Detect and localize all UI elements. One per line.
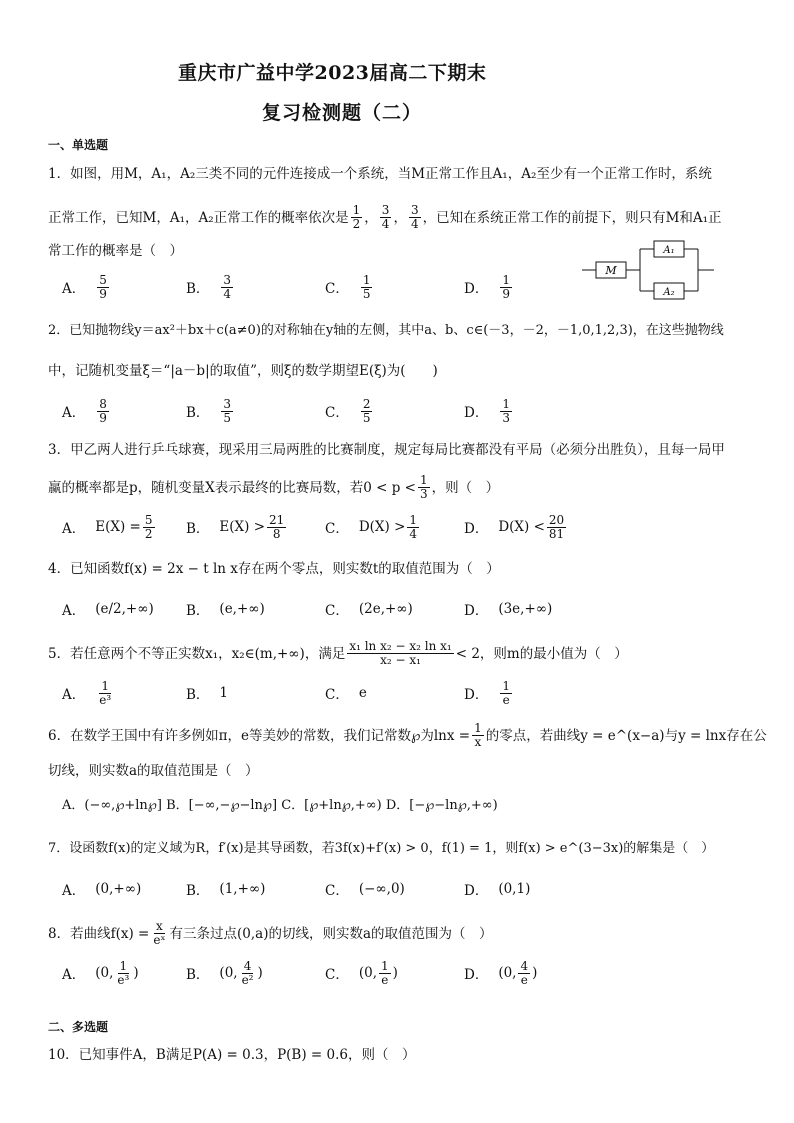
page-title: 重庆市广益中学2023届高二下期末 <box>178 62 487 84</box>
q5-option-d[interactable]: D． $\frac{1}{e}$ <box>464 678 510 707</box>
q1-option-c[interactable]: C． $\frac{1}{5}$ <box>325 272 371 301</box>
q1-line2-text-b: ，已知在系统正常工作的前提下，则只有M和A₁正 <box>422 209 722 226</box>
q4-option-d[interactable]: D． (3e,+∞) <box>464 601 553 619</box>
q8-option-b[interactable]: B． (0, $\frac{4}{\text{e²}}$ ) <box>186 958 263 987</box>
q6-line1-text-b: 的零点，若曲线y = e^(x−a)与y = lnx存在公 <box>485 727 767 744</box>
q4-option-a[interactable]: A． (e/2,+∞) <box>62 601 154 619</box>
q4-line1: 4．已知函数f(x) = 2x − t ln x存在两个零点，则实数t的取值范围为（ ） <box>48 561 500 577</box>
q8-frac: $\frac{x}{\text{eˣ}}$ <box>153 919 166 947</box>
section-single-choice: 一、单选题 <box>48 138 109 152</box>
q3-line2 <box>48 474 499 501</box>
q5-line1 <box>48 640 628 667</box>
q1-line3: 常工作的概率是（ ） <box>48 243 183 259</box>
q5-frac: $\frac{\text{x₁ ln x₂ − x₂ ln x₁}}{\text{x₂ − x₁}}$ <box>349 639 452 667</box>
q2-line1: 2．已知抛物线y＝ax²＋bx＋c(a≠0)的对称轴在y轴的左侧，其中a、b、c∈(－3，－2，－1,0,1,2,3)，在这些抛物线 <box>48 323 724 338</box>
q1-frac-1: $\frac{1}{2}$ <box>352 203 361 231</box>
q10-line1: 10．已知事件A，B满足P(A) = 0.3，P(B) = 0.6，则（ ） <box>48 1047 416 1063</box>
q6-line2: 切线，则实数a的取值范围是（ ） <box>48 763 259 779</box>
q4-option-c[interactable]: C． (2e,+∞) <box>325 601 413 619</box>
q3-options <box>62 512 762 542</box>
q1-line2-text-a: 正常工作，已知M，A₁，A₂正常工作的概率依次是 <box>48 209 349 226</box>
q5-line1-text-a: 5．若任意两个不等正实数x₁，x₂∈(m,+∞)，满足 <box>48 645 346 662</box>
q7-option-d[interactable]: D． (0,1) <box>464 881 531 899</box>
q2-option-a[interactable]: A． $\frac{8}{9}$ <box>62 396 107 425</box>
q6-frac: $\frac{1}{x}$ <box>474 721 482 749</box>
circuit-a1-label: A₁ <box>663 245 675 256</box>
q3-option-a[interactable]: A． E(X) = $\frac{5}{2}$ <box>62 512 153 541</box>
q8-options <box>62 958 762 988</box>
q2-options <box>62 396 762 426</box>
q3-option-b[interactable]: B． E(X) > $\frac{21}{8}$ <box>186 512 285 541</box>
q5-option-c[interactable]: C． e <box>325 685 367 703</box>
q5-options <box>62 678 762 708</box>
q1-line1: 1．如图，用M，A₁，A₂三类不同的元件连接成一个系统，当M正常工作且A₁，A₂至少有一个正常工作时，系统 <box>48 166 712 182</box>
q2-option-b[interactable]: B． $\frac{3}{5}$ <box>186 396 232 425</box>
q3-frac: $\frac{1}{3}$ <box>419 473 428 501</box>
q1-options <box>62 272 762 302</box>
q1-option-b[interactable]: B． $\frac{3}{4}$ <box>186 272 232 301</box>
q8-line1-text-b: 有三条过点(0,a)的切线，则实数a的取值范围为（ ） <box>169 925 493 942</box>
q6-line1-text-a: 6．在数学王国中有许多例如π，e等美妙的常数，我们记常数℘为lnx = <box>48 727 471 744</box>
q2-line2: 中，记随机变量ξ＝“|a－b|的取值”，则ξ的数学期望E(ξ)为( ) <box>48 363 438 379</box>
q8-option-c[interactable]: C． (0, $\frac{1}{e}$ ) <box>325 958 398 987</box>
q6-options[interactable]: A．(−∞,℘+ln℘] B．[−∞,−℘−ln℘] C．[℘+ln℘,+∞) D．[−℘−ln℘,+∞) <box>62 798 498 813</box>
q8-option-d[interactable]: D． (0, $\frac{4}{e}$ ) <box>464 958 538 987</box>
q5-line1-text-b: < 2，则m的最小值为（ ） <box>455 645 628 662</box>
q3-option-c[interactable]: C． D(X) > $\frac{1}{4}$ <box>325 512 418 541</box>
q2-option-c[interactable]: C． $\frac{2}{5}$ <box>325 396 371 425</box>
q1-frac-2: $\frac{3}{4}$ <box>381 203 390 231</box>
q7-option-a[interactable]: A． (0,+∞) <box>62 881 142 899</box>
q5-option-b[interactable]: B． 1 <box>186 685 229 703</box>
q1-option-a[interactable]: A． $\frac{5}{9}$ <box>62 272 107 301</box>
q8-line1-text-a: 8．若曲线f(x) = <box>48 925 150 942</box>
circuit-a2-label: A₂ <box>663 287 675 298</box>
q8-line1 <box>48 920 493 947</box>
q7-option-b[interactable]: B． (1,+∞) <box>186 881 266 899</box>
section-multiple-choice: 二、多选题 <box>48 1020 109 1034</box>
q2-option-d[interactable]: D． $\frac{1}{3}$ <box>464 396 510 425</box>
q8-option-a[interactable]: A． (0, $\frac{1}{\text{e³}}$ ) <box>62 958 139 987</box>
page-subtitle: 复习检测题（二） <box>262 102 423 124</box>
q4-option-b[interactable]: B． (e,+∞) <box>186 601 265 619</box>
circuit-m-label: M <box>605 264 617 277</box>
q3-option-d[interactable]: D． D(X) < $\frac{20}{81}$ <box>464 512 565 541</box>
q7-option-c[interactable]: C． (−∞,0) <box>325 881 405 899</box>
q1-frac-3: $\frac{3}{4}$ <box>410 203 419 231</box>
q5-option-a[interactable]: A． $\frac{1}{\text{e³}}$ <box>62 678 112 707</box>
q3-line1: 3．甲乙两人进行乒乓球赛，现采用三局两胜的比赛制度，规定每局比赛都没有平局（必须分出胜负），且每一局甲 <box>48 442 725 458</box>
q7-options <box>62 874 762 904</box>
q6-line1 <box>48 722 767 749</box>
q1-option-d[interactable]: D． $\frac{1}{9}$ <box>464 272 510 301</box>
q3-line2-text-b: ，则（ ） <box>431 479 500 496</box>
q3-line2-text-a: 赢的概率都是p，随机变量X表示最终的比赛局数，若0 < p < <box>48 479 416 496</box>
q1-line2: 正常工作，已知M，A₁，A₂正常工作的概率依次是 $\frac{1}{2}$ ， $\frac{3}{4}$ ， $\frac{3}{4}$ ，已知在系统正常工作的前提下，则只有M和A₁正 <box>48 203 722 231</box>
q4-options <box>62 594 762 624</box>
q7-line1: 7．设函数f(x)的定义域为R，f′(x)是其导函数，若3f(x)+f′(x) > 0，f(1) = 1，则f(x) > e^(3−3x)的解集是（ ） <box>48 841 715 856</box>
